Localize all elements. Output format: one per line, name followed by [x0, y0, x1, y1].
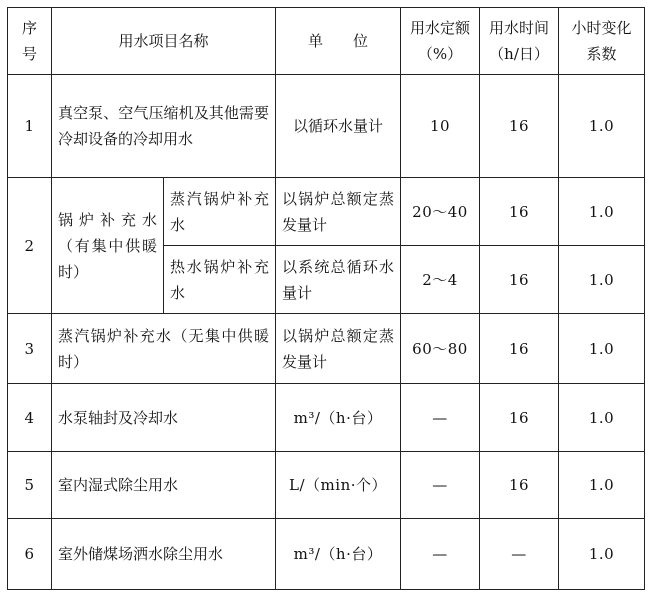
row-seq: 3: [8, 314, 52, 384]
header-seq: 序 号: [8, 8, 52, 75]
water-usage-table: [7, 7, 645, 590]
row-unit: 以锅炉总额定蒸发量计: [276, 178, 401, 246]
row-item-name: 室内湿式除尘用水: [52, 452, 276, 519]
row-seq: 4: [8, 384, 52, 452]
row-unit: L/（min·个）: [276, 452, 401, 519]
header-row: [8, 8, 645, 75]
row-item-name: 蒸汽锅炉补充水（无集中供暖时）: [52, 314, 276, 384]
row-coef: 1.0: [559, 75, 645, 178]
row-quota: —: [401, 452, 480, 519]
row-quota: —: [401, 384, 480, 452]
row-item-name: 真空泵、空气压缩机及其他需要冷却设备的冷却用水: [52, 75, 276, 178]
row-coef: 1.0: [559, 384, 645, 452]
row-quota: 2～4: [401, 246, 480, 314]
row-seq: 5: [8, 452, 52, 519]
header-coef: 小时变化 系数: [559, 8, 645, 75]
table-row: [8, 178, 645, 246]
row-item-name: 室外储煤场洒水除尘用水: [52, 519, 276, 590]
row-subitem-name: 热水锅炉补充水: [164, 246, 276, 314]
row-unit: 以系统总循环水量计: [276, 246, 401, 314]
table-row: [8, 452, 645, 519]
header-unit: 单 位: [276, 8, 401, 75]
row-time: 16: [480, 246, 559, 314]
row-quota: 10: [401, 75, 480, 178]
table-row: [8, 384, 645, 452]
row-unit: m³/（h·台）: [276, 384, 401, 452]
header-item-name: 用水项目名称: [52, 8, 276, 75]
row-coef: 1.0: [559, 519, 645, 590]
row-coef: 1.0: [559, 246, 645, 314]
row-quota: 60～80: [401, 314, 480, 384]
row-time: —: [480, 519, 559, 590]
row-seq: 2: [8, 178, 52, 314]
table-row: [8, 75, 645, 178]
table-row: [8, 314, 645, 384]
row-quota: 20～40: [401, 178, 480, 246]
header-quota: 用水定额 （%）: [401, 8, 480, 75]
row-time: 16: [480, 452, 559, 519]
row-seq: 1: [8, 75, 52, 178]
row-time: 16: [480, 75, 559, 178]
row-coef: 1.0: [559, 314, 645, 384]
row-time: 16: [480, 384, 559, 452]
row-unit: 以循环水量计: [276, 75, 401, 178]
row-unit: 以锅炉总额定蒸发量计: [276, 314, 401, 384]
row-quota: —: [401, 519, 480, 590]
row-subitem-name: 蒸汽锅炉补充水: [164, 178, 276, 246]
row-item-name: 水泵轴封及冷却水: [52, 384, 276, 452]
row-unit: m³/（h·台）: [276, 519, 401, 590]
row-coef: 1.0: [559, 178, 645, 246]
header-time: 用水时间 （h/日）: [480, 8, 559, 75]
row-seq: 6: [8, 519, 52, 590]
table-row: [8, 519, 645, 590]
row-time: 16: [480, 178, 559, 246]
row-time: 16: [480, 314, 559, 384]
row-group-name: 锅炉补充水（有集中供暖时）: [52, 178, 164, 314]
row-coef: 1.0: [559, 452, 645, 519]
